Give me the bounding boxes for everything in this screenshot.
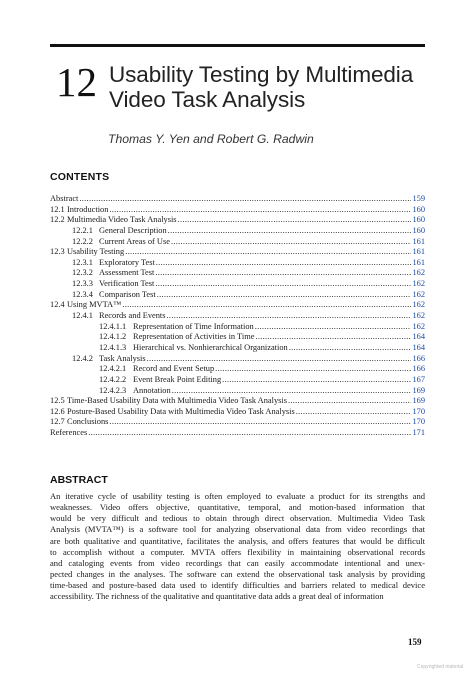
toc-entry-title: Posture-Based Usability Data with Multimedia Video Task Analysis [67,406,295,416]
toc-entry-page-link[interactable]: 162 [412,279,425,289]
toc-entry-number: 12.3.2 [72,268,93,278]
toc-entry-label [72,268,154,279]
toc-entry-page-link[interactable]: 161 [412,236,425,246]
toc-entry-number: 12.6 [50,406,65,416]
toc-entry-page-link[interactable]: 164 [412,332,425,342]
toc-entry[interactable] [50,322,425,333]
toc-entry[interactable] [50,375,425,386]
toc-entry-page-link[interactable]: 162 [412,311,425,321]
toc-entry-page-link[interactable]: 164 [412,342,425,352]
abstract-heading: ABSTRACT [50,474,108,486]
toc-leader-dots [172,386,412,397]
toc-entry-number: 12.3.4 [72,289,93,299]
toc-entry-title: Current Areas of Use [99,236,170,246]
toc-entry-title: Using MVTA™ [67,300,122,310]
abstract-text [50,491,425,603]
toc-entry-page-link[interactable]: 171 [412,428,425,438]
toc-entry-page-link[interactable]: 162 [412,289,425,299]
toc-entry-number: 12.4.2 [72,353,93,363]
toc-entry-title: References [50,428,88,438]
toc-entry[interactable] [50,205,425,216]
abstract-line: to accomplish without a computer. MVTA offers flexibility in maintaining observational records [50,546,425,557]
toc-entry-number: 12.4.1.2 [99,332,127,342]
toc-entry-number: 12.2.2 [72,236,93,246]
watermark-text: Copyrighted material [417,664,464,670]
toc-entry-title: Abstract [50,194,79,203]
table-of-contents [50,194,425,439]
toc-leader-dots [157,290,412,301]
toc-entry-number: 12.2.1 [72,225,93,235]
chapter-title-line-2: Video Task Analysis [109,87,306,112]
toc-entry-number: 12.4.1 [72,311,93,321]
abstract-line: Analysis (MVTA™) is a software tool for analyzing observational data from video recordings that [50,524,425,535]
toc-leader-dots [125,247,411,258]
toc-leader-dots [255,322,412,333]
toc-entry[interactable] [50,396,425,407]
toc-entry-label [50,247,124,258]
toc-leader-dots [167,311,412,322]
toc-entry-label [50,300,121,311]
toc-entry-label [99,364,214,375]
toc-entry-title: Representation of Time Information [133,321,254,331]
toc-leader-dots [156,258,412,269]
toc-entry-page-link[interactable]: 161 [412,257,425,267]
toc-entry-page-link[interactable]: 162 [412,268,425,278]
toc-entry-title: Annotation [133,385,171,395]
abstract-line: accessibility. The richness of the qualitative and quantitative data adds a great deal of information [50,591,384,602]
toc-leader-dots [289,343,412,354]
abstract-line: time-based and posture-based data used to identify difficulties and barriers related to medical device [50,580,425,591]
toc-entry-label [99,332,254,343]
toc-entry[interactable] [50,386,425,397]
toc-entry-page-link[interactable]: 160 [412,204,425,214]
toc-entry-title: Time-Based Usability Data with Multimedia Video Task Analysis [67,396,287,406]
toc-entry-number: 12.3.1 [72,257,93,267]
toc-entry[interactable] [50,407,425,418]
abstract-line: pected changes in the analyses. The software can extend the observational task analysis by providing [50,569,425,580]
toc-entry-number: 12.3 [50,247,65,257]
toc-leader-dots [147,354,412,365]
abstract-line: and cataloging events from video recordings that can easily accommodate intentional and unex- [50,557,425,568]
toc-leader-dots [168,226,412,237]
contents-heading: CONTENTS [50,171,110,183]
abstract-line: weaknesses. Video offers objective, quantitative, temporal, and motion-based information that [50,502,425,513]
toc-entry-label [72,279,154,290]
toc-entry[interactable] [50,354,425,365]
toc-leader-dots [215,364,411,375]
toc-entry[interactable] [50,332,425,343]
toc-leader-dots [296,407,412,418]
abstract-line: would be very difficult and tedious to obtain through direct observation. Multimedia Video Task [50,513,425,524]
toc-entry-page-link[interactable]: 159 [412,194,425,203]
toc-entry-page-link[interactable]: 170 [412,417,425,427]
chapter-authors: Thomas Y. Yen and Robert G. Radwin [108,132,314,146]
toc-entry-page-link[interactable]: 160 [412,215,425,225]
toc-entry-label [99,375,221,386]
toc-entry-page-link[interactable]: 167 [412,374,425,384]
toc-entry[interactable] [50,247,425,258]
toc-entry-label [50,417,108,428]
toc-entry-title: Usability Testing [67,247,125,257]
toc-entry-title: Task Analysis [99,353,146,363]
toc-entry-label [99,386,171,397]
toc-entry[interactable] [50,237,425,248]
toc-entry-title: Assessment Test [99,268,155,278]
toc-entry-label [50,215,177,226]
toc-entry-number: 12.5 [50,396,65,406]
toc-entry-title: Records and Events [99,311,166,321]
toc-entry-page-link[interactable]: 169 [412,396,425,406]
toc-entry-number: 12.7 [50,417,65,427]
toc-entry-label [50,407,295,418]
toc-leader-dots [178,215,412,226]
toc-entry-number: 12.4.1.1 [99,321,127,331]
toc-entry-label [72,237,170,248]
toc-entry-title: Hierarchical vs. Nonhierarchical Organization [133,342,288,352]
toc-entry-number: 12.2 [50,215,65,225]
toc-entry-title: Comparison Test [99,289,156,299]
toc-entry-label [50,428,87,439]
page-number: 159 [408,637,422,647]
toc-entry-label [99,343,288,354]
toc-entry-page-link[interactable]: 166 [412,364,425,374]
toc-entry-page-link[interactable]: 160 [412,225,425,235]
toc-leader-dots [155,268,411,279]
toc-entry-page-link[interactable]: 161 [412,247,425,257]
abstract-line: are both qualitative and quantitative, facilitates the analysis, and offers features that would be difficult [50,535,425,546]
chapter-title [109,62,413,112]
toc-entry-page-link[interactable]: 162 [412,321,425,331]
toc-entry-page-link[interactable]: 170 [412,406,425,416]
toc-entry[interactable] [50,290,425,301]
toc-entry-label [50,205,108,216]
toc-entry[interactable] [50,428,425,439]
toc-entry-number: 12.4.2.3 [99,385,127,395]
toc-entry-number: 12.1 [50,204,65,214]
toc-entry-title: Conclusions [67,417,109,427]
toc-entry[interactable] [50,258,425,269]
toc-entry-label [72,354,146,365]
toc-entry[interactable] [50,300,425,311]
toc-entry-title: General Description [99,225,167,235]
toc-entry-page-link[interactable]: 166 [412,353,425,363]
toc-entry-number: 12.4 [50,300,65,310]
toc-entry-number: 12.4.2.2 [99,374,127,384]
toc-entry[interactable] [50,226,425,237]
chapter-number: 12 [56,59,97,105]
toc-entry[interactable] [50,215,425,226]
toc-entry[interactable] [50,343,425,354]
toc-entry-label [99,322,254,333]
toc-entry-title: Record and Event Setup [133,364,215,374]
toc-entry[interactable] [50,194,425,205]
toc-leader-dots [122,300,411,311]
toc-leader-dots [88,428,411,439]
top-rule [50,44,425,47]
toc-leader-dots [288,396,411,407]
chapter-title-line-1: Usability Testing by Multimedia [109,62,414,87]
toc-entry[interactable] [50,311,425,322]
toc-leader-dots [109,417,411,428]
toc-entry-label [50,396,287,407]
toc-entry-page-link[interactable]: 169 [412,385,425,395]
toc-entry-title: Exploratory Test [99,257,155,267]
toc-entry-number: 12.3.3 [72,279,93,289]
toc-entry-label [72,311,166,322]
toc-entry-label [72,290,156,301]
toc-entry-title: Representation of Activities in Time [133,332,255,342]
toc-entry-number: 12.4.2.1 [99,364,127,374]
toc-leader-dots [222,375,411,386]
toc-entry-title: Introduction [67,204,109,214]
toc-leader-dots [155,279,411,290]
toc-leader-dots [255,332,411,343]
toc-entry-page-link[interactable]: 162 [412,300,425,310]
toc-leader-dots [109,205,411,216]
toc-entry[interactable] [50,417,425,428]
toc-entry-label [50,194,78,205]
toc-entry-label [72,258,155,269]
toc-leader-dots [79,194,411,205]
toc-leader-dots [171,237,412,248]
toc-entry[interactable] [50,279,425,290]
toc-entry-title: Multimedia Video Task Analysis [67,215,177,225]
toc-entry-title: Verification Test [99,279,155,289]
abstract-line: An iterative cycle of usability testing is often employed to evaluate a product for its strengths and [50,491,425,501]
toc-entry[interactable] [50,268,425,279]
chapter-header [50,58,430,118]
toc-entry-number: 12.4.1.3 [99,342,127,352]
toc-entry[interactable] [50,364,425,375]
toc-entry-label [72,226,167,237]
toc-entry-title: Event Break Point Editing [133,374,222,384]
